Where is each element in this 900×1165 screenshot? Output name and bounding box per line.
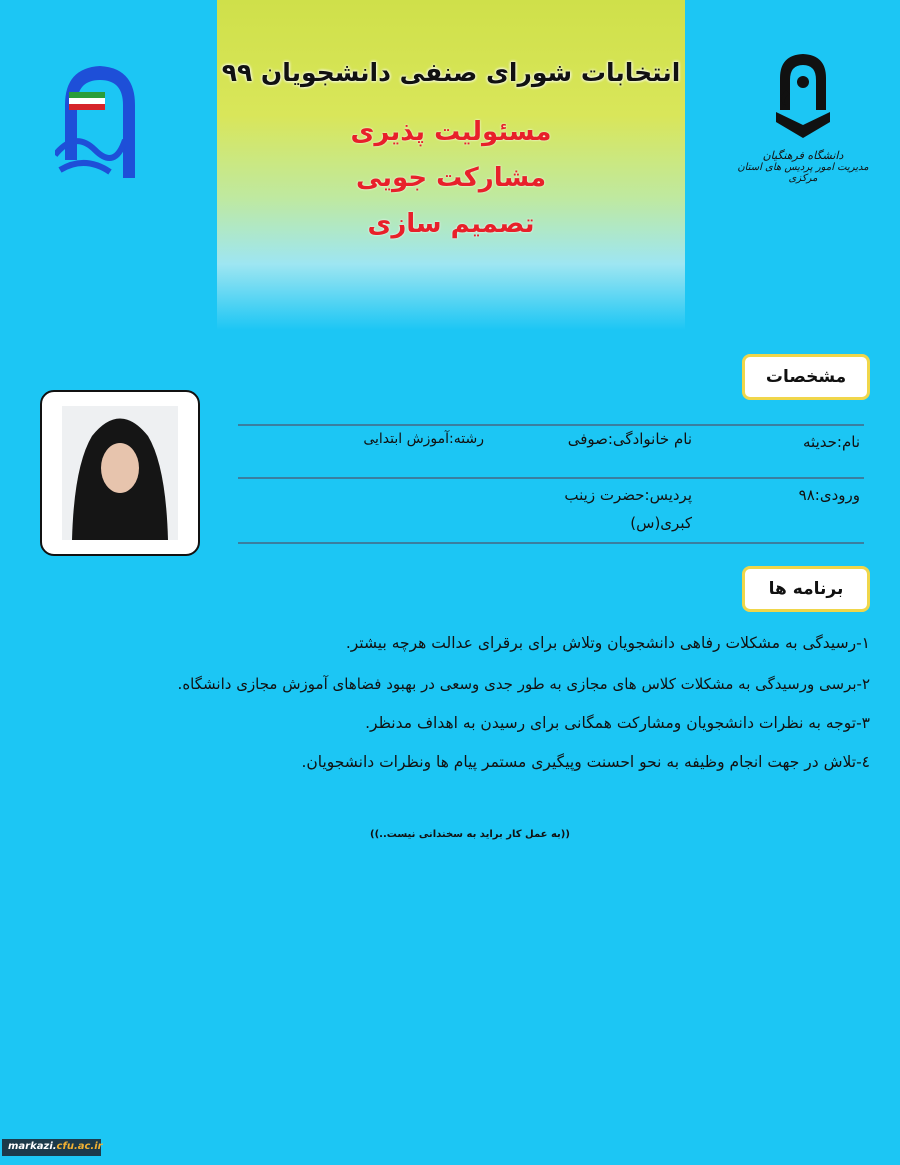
family-name: نام خانوادگی:صوفی [567,430,692,448]
watermark-prefix: markazi. [8,1141,57,1152]
university-emblem-icon [768,50,838,145]
campus-line: پردیس:حضرت زینب [564,486,692,504]
quote: ((به عمل کار براید به سخندانی نیست..)) [370,829,570,840]
field-of-study: رشته:آموزش ابتدایی [363,431,484,447]
council-emblem-icon [55,60,145,185]
program-item: ٤-تلاش در جهت انجام وظیفه به نحو احسنت وپیگیری مستمر پیام ها ونظرات دانشجویان. [301,753,870,771]
divider [238,477,864,479]
slogan: مشارکت جویی [355,163,547,193]
candidate-portrait-icon [62,406,178,540]
banner-title: انتخابات شورای صنفی دانشجویان ۹۹ [221,58,681,87]
watermark [2,1139,101,1156]
university-logo [728,50,878,184]
entry-year: ورودی:۹۸ [798,486,860,504]
watermark-suffix: cfu.ac.ir [56,1141,103,1152]
candidate-photo [40,390,200,556]
slogan: تصمیم سازی [367,209,535,239]
student-council-logo [55,60,145,185]
first-name: نام:حدیثه [803,433,860,451]
programs-section-label: برنامه ها [742,566,870,612]
election-banner [217,0,685,330]
campus [564,481,692,537]
university-name: دانشگاه فرهنگیان [762,149,844,162]
campus-line: کبری(س) [630,514,692,532]
divider [238,424,864,426]
divider [238,542,864,544]
program-item: ۳-توجه به نظرات دانشجویان ومشارکت همگانی برای رسیدن به اهداف مدنظر. [365,714,870,732]
profile-section-label: مشخصات [742,354,870,400]
program-item: ۱-رسیدگی به مشکلات رفاهی دانشجویان وتلاش برای برقرای عدالت هرچه بیشتر. [345,634,870,652]
program-item: ۲-برسی ورسیدگی به مشکلات کلاس های مجازی به طور جدی وسعی در بهبود فضاهای آموزش مجازی دانشگاه. [177,675,870,693]
slogan: مسئولیت پذیری [350,117,552,147]
department-name: مدیریت امور پردیس های استان مرکزی [737,162,869,184]
